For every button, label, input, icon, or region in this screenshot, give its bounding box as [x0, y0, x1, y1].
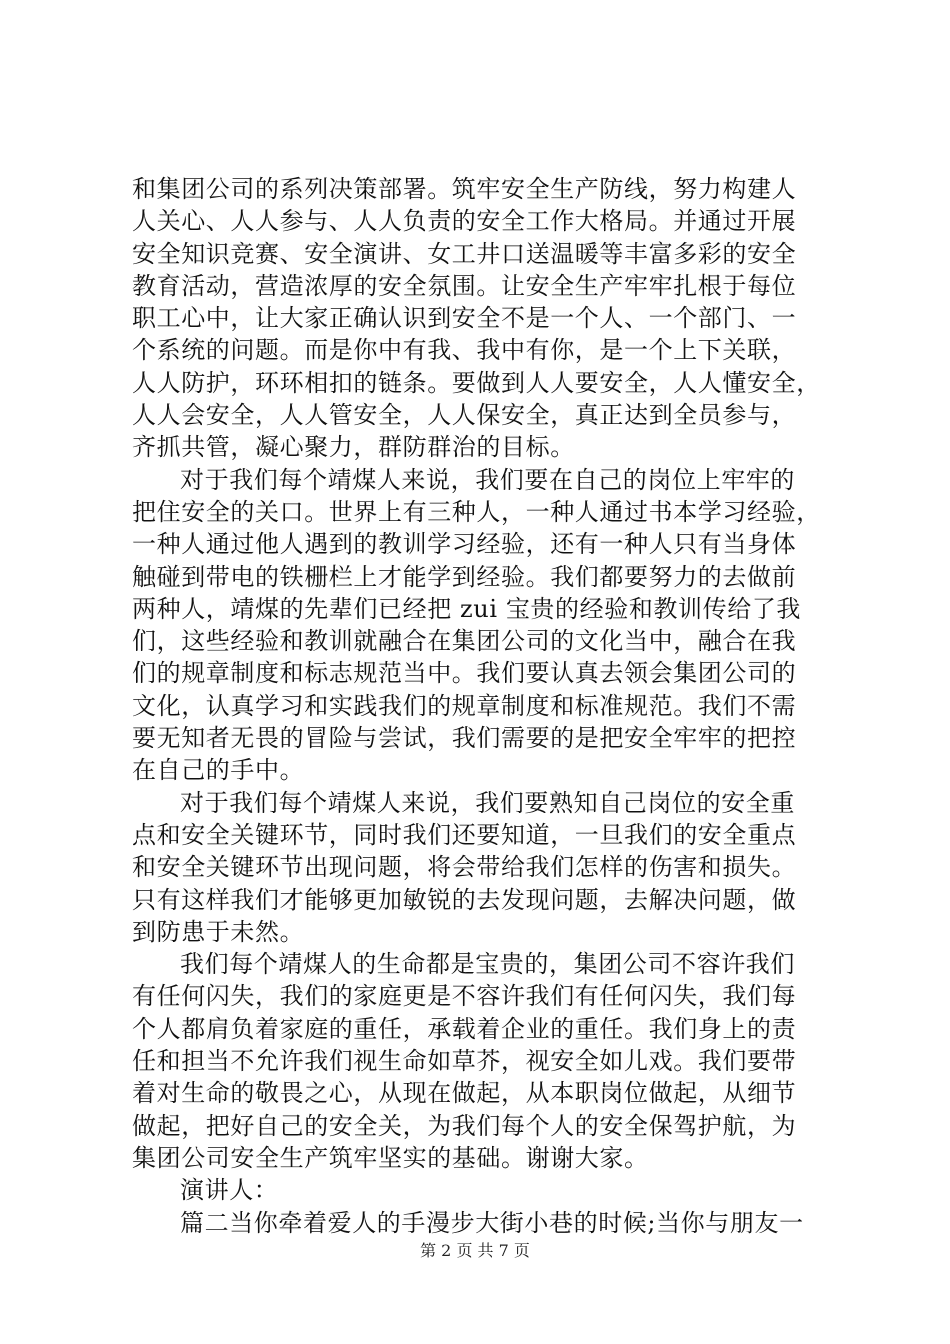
text-line: 人人防护，环环相扣的链条。要做到人人要安全，人人懂安全，	[132, 368, 821, 397]
text-line: 两种人，靖煤的先辈们已经把 zui 宝贵的经验和教训传给了我	[132, 594, 802, 623]
text-line: 触碰到带电的铁栅栏上才能学到经验。我们都要努力的去做前	[132, 562, 797, 591]
text-line: 有任何闪失，我们的家庭更是不容许我们有任何闪失，我们每	[132, 982, 797, 1011]
text-line: 篇二当你牵着爱人的手漫步大街小巷的时候;当你与朋友一	[180, 1208, 804, 1237]
text-line: 们的规章制度和标志规范当中。我们要认真去领会集团公司的	[132, 659, 797, 688]
text-line: 演讲人：	[180, 1176, 279, 1205]
document-body	[132, 173, 832, 1239]
text-line: 在自己的手中。	[132, 756, 305, 785]
text-line: 教育活动，营造浓厚的安全氛围。让安全生产牢牢扎根于每位	[132, 271, 797, 300]
text-line: 文化，认真学习和实践我们的规章制度和标准规范。我们不需	[132, 691, 797, 720]
text-line: 人关心、人人参与、人人负责的安全工作大格局。并通过开展	[132, 207, 797, 236]
text-line: 人人会安全，人人管安全，人人保安全，真正达到全员参与，	[132, 401, 797, 430]
text-line: 着对生命的敬畏之心，从现在做起，从本职岗位做起，从细节	[132, 1079, 797, 1108]
text-line: 点和安全关键环节，同时我们还要知道，一旦我们的安全重点	[132, 820, 797, 849]
text-line: 个系统的问题。而是你中有我、我中有你，是一个上下关联，	[132, 336, 797, 365]
text-line: 和集团公司的系列决策部署。筑牢安全生产防线，努力构建人	[132, 175, 797, 203]
text-line: 我们每个靖煤人的生命都是宝贵的，集团公司不容许我们	[180, 950, 795, 979]
text-line: 安全知识竞赛、安全演讲、女工井口送温暖等丰富多彩的安全	[132, 239, 797, 268]
text-line: 对于我们每个靖煤人来说，我们要熟知自己岗位的安全重	[180, 788, 795, 817]
text-line: 一种人通过他人遇到的教训学习经验，还有一种人只有当身体	[132, 530, 797, 559]
text-line: 把住安全的关口。世界上有三种人，一种人通过书本学习经验，	[132, 497, 821, 526]
text-line: 集团公司安全生产筑牢坚实的基础。谢谢大家。	[132, 1143, 649, 1172]
text-line: 职工心中，让大家正确认识到安全不是一个人、一个部门、一	[132, 304, 797, 333]
text-line: 任和担当不允许我们视生命如草芥，视安全如儿戏。我们要带	[132, 1047, 797, 1076]
text-line: 和安全关键环节出现问题，将会带给我们怎样的伤害和损失。	[132, 853, 797, 882]
text-line: 对于我们每个靖煤人来说，我们要在自己的岗位上牢牢的	[180, 465, 795, 494]
text-line: 们，这些经验和教训就融合在集团公司的文化当中，融合在我	[132, 627, 797, 656]
text-line: 个人都肩负着家庭的重任，承载着企业的重任。我们身上的责	[132, 1014, 797, 1043]
text-line: 要无知者无畏的冒险与尝试，我们需要的是把安全牢牢的把控	[132, 724, 797, 753]
text-line: 到防患于未然。	[132, 917, 305, 946]
text-line: 齐抓共管，凝心聚力，群防群治的目标。	[132, 433, 575, 462]
text-line: 只有这样我们才能够更加敏锐的去发现问题，去解决问题，做	[132, 885, 797, 914]
page-footer: 第 2 页 共 7 页	[420, 1241, 530, 1260]
text-line: 做起，把好自己的安全关，为我们每个人的安全保驾护航，为	[132, 1111, 797, 1140]
